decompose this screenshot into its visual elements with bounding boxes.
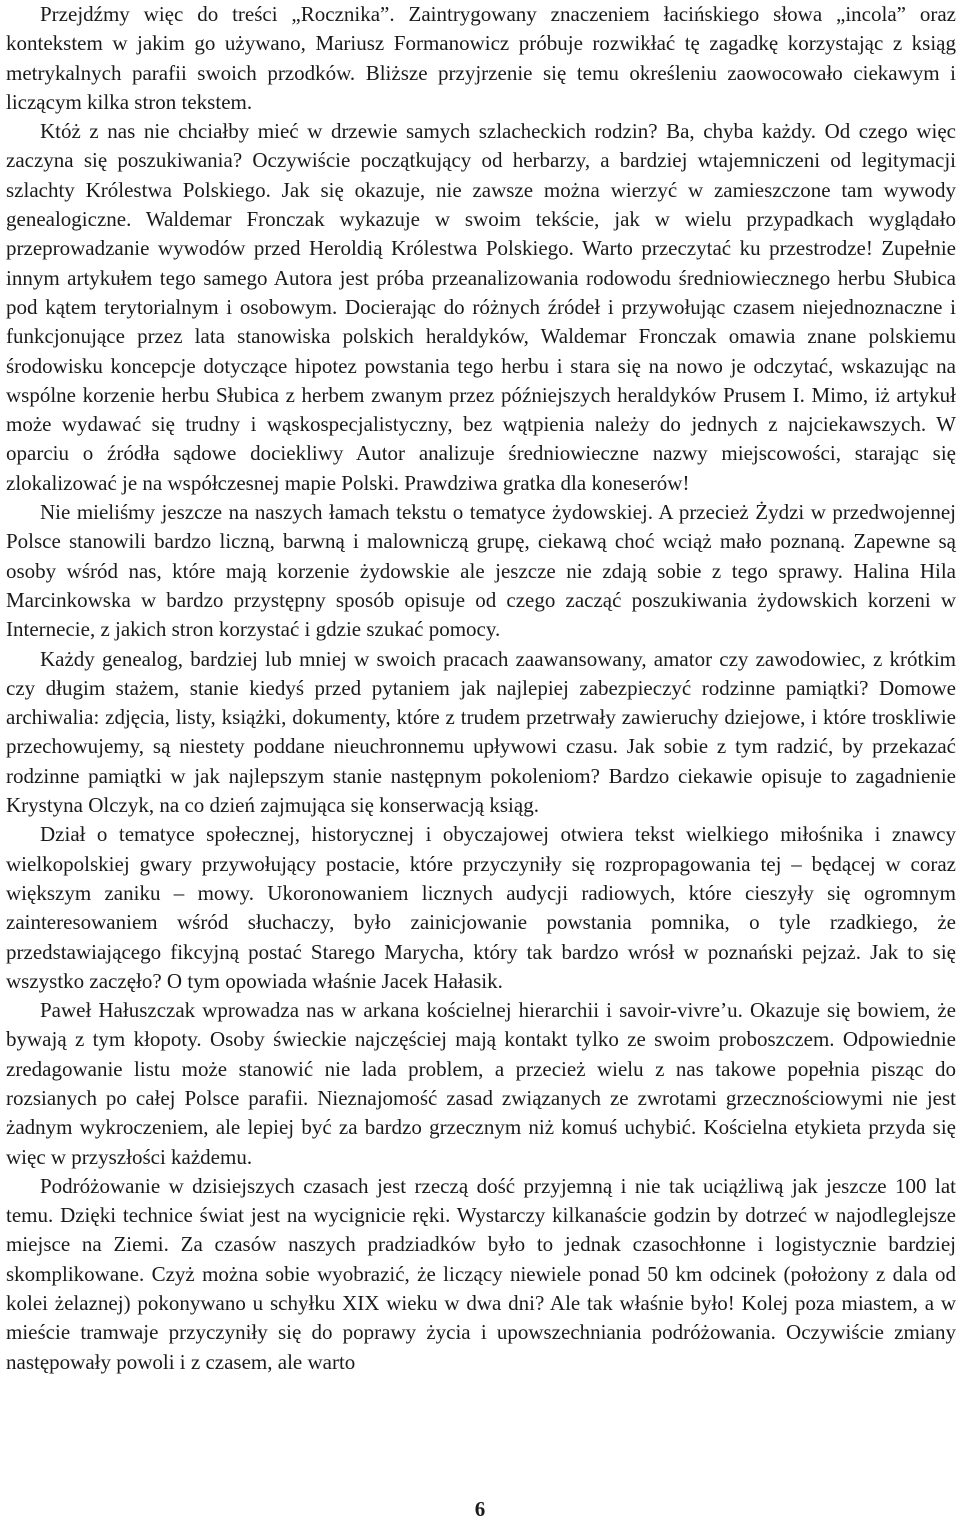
document-body: [6, 0, 956, 1377]
paragraph-szlachta: Któż z nas nie chciałby mieć w drzewie samych szlacheckich rodzin? Ba, chyba każdy. Od czego więc zaczyna się poszukiwania? Oczywiście początkujący od herbarzy, a bardziej wtajemniczeni od legitymacji szlachty Królestwa Polskiego. Jak się okazuje, nie zawsze można wierzyć w zamieszczone tam wywody genealogiczne. Waldemar Fronczak wykazuje w swoim tekście, jak w wielu przypadkach wyglądało przeprowadzanie wywodów przed Heroldią Królestwa Polskiego. Warto przeczytać ku przestrodze! Zupełnie innym artykułem tego samego Autora jest próba przeanalizowania rodowodu średniowiecznego herbu Słubica pod kątem terytorialnym i osobowym. Docierając do różnych źródeł i przywołując czasem niejednoznaczne i funkcjonujące przez lata stanowiska polskich heraldyków, Waldemar Fronczak omawia znane polskiemu środowisku koncepcje dotyczące hipotez powstania tego herbu i stara się na nowo je odczytać, wskazując na wspólne korzenie herbu Słubica z herbem zwanym przez późniejszych heraldyków Prusem I. Mimo, iż artykuł może wydawać się trudny i wąskospecjalistyczny, bez wątpienia należy do jednych z najciekawszych. W oparciu o źródła sądowe dociekliwy Autor analizuje średniowieczne nazwy miejscowości, starając się zlokalizować je na współczesnej mapie Polski. Prawdziwa gratka dla koneserów!: [6, 119, 956, 495]
page-number: 6: [474, 1497, 486, 1521]
paragraph-rocznik-intro: Przejdźmy więc do treści „Rocznika”. Zaintrygowany znaczeniem łacińskiego słowa „incola” oraz kontekstem w jakim go używano, Mariusz Formanowicz próbuje rozwikłać tę zagadkę korzystając z ksiąg metrykalnych parafii swoich przodków. Bliższe przyjrzenie się temu określeniu zaowocowało ciekawym i liczącym kilka stron tekstem.: [6, 2, 956, 114]
paragraph-church-etiquette: Paweł Hałuszczak wprowadza nas w arkana kościelnej hierarchii i savoir-vivre’u. Okazuje się bowiem, że bywają z tym kłopoty. Osoby świeckie najczęściej mają kontakt tylko ze swoim proboszczem. Odpowiednie zredagowanie listu może stanowić nie lada problem, a przecież wielu z nas takowe popełnia pisząc do rozsianych po całej Polsce parafii. Nieznajomość zasad związanych ze zwrotami grzecznościowymi nie jest żadnym wykroczeniem, ale lepiej być za bardzo grzecznym niż komuś uchybić. Kościelna etykieta przyda się więc w przyszłości każdemu.: [6, 998, 956, 1169]
paragraph-travel: Podróżowanie w dzisiejszych czasach jest rzeczą dość przyjemną i nie tak uciążliwą jak jeszcze 100 lat temu. Dzięki technice świat jest na wycignicie ręki. Wystarczy kilkanaście godzin by dotrzeć w najodleglejsze miejsce na Ziemi. Za czasów naszych pradziadków było to jednak czasochłonne i logistycznie bardziej skomplikowane. Czyż można sobie wyobrazić, że liczący niewiele ponad 50 km odcinek (położony z dala od kolei żelaznej) pokonywano u schyłku XIX wieku w dwa dni? Ale tak właśnie było! Kolej poza miastem, a w mieście tramwaje przyczyniły się do poprawy życia i upowszechniania podróżowania. Oczywiście zmiany następowały powoli i z czasem, ale warto: [6, 1173, 956, 1374]
paragraph-jewish-genealogy: Nie mieliśmy jeszcze na naszych łamach tekstu o tematyce żydowskiej. A przecież Żydzi w przedwojennej Polsce stanowili bardzo liczną, barwną i malowniczą grupę, ciekawą choć wciąż mało poznaną. Zapewne są osoby wśród nas, które mają korzenie żydowskie ale jeszcze nie zdają sobie z tego sprawy. Halina Hila Marcinkowska w bardzo przystępny sposób opisuje od czego zacząć poszukiwania żydowskich korzeni w Internecie, z jakich stron korzystać i gdzie szukać pomocy.: [6, 500, 956, 642]
paragraph-dialect: Dział o tematyce społecznej, historycznej i obyczajowej otwiera tekst wielkiego miłośnika i znawcy wielkopolskiej gwary przywołujący postacie, które przyczyniły się rozpropagowania tej – będącej w coraz większym zaniku – mowy. Ukoronowaniem licznych audycji radiowych, które cieszyły się ogromnym zainteresowaniem wśród słuchaczy, było zainicjowanie powstania pomnika, o tyle rzadkiego, że przedstawiającego fikcyjną postać Starego Marycha, który tak bardzo wrósł w poznański pejzaż. Jak to się wszystko zaczęło? O tym opowiada właśnie Jacek Hałasik.: [6, 822, 956, 993]
paragraph-conservation: Każdy genealog, bardziej lub mniej w swoich pracach zaawansowany, amator czy zawodowiec, z krótkim czy długim stażem, stanie kiedyś przed pytaniem jak najlepiej zabezpieczyć rodzinne pamiątki? Domowe archiwalia: zdjęcia, listy, książki, dokumenty, które z trudem przetrwały zawieruchy dziejowe, i które troskliwie przechowujemy, są niestety poddane nieuchronnemu upływowi czasu. Jak sobie z tym radzić, by przekazać rodzinne pamiątki w jak najlepszym stanie następnym pokoleniom? Bardzo ciekawie opisuje to zagadnienie Krystyna Olczyk, na co dzień zajmująca się konserwacją ksiąg.: [6, 646, 956, 818]
